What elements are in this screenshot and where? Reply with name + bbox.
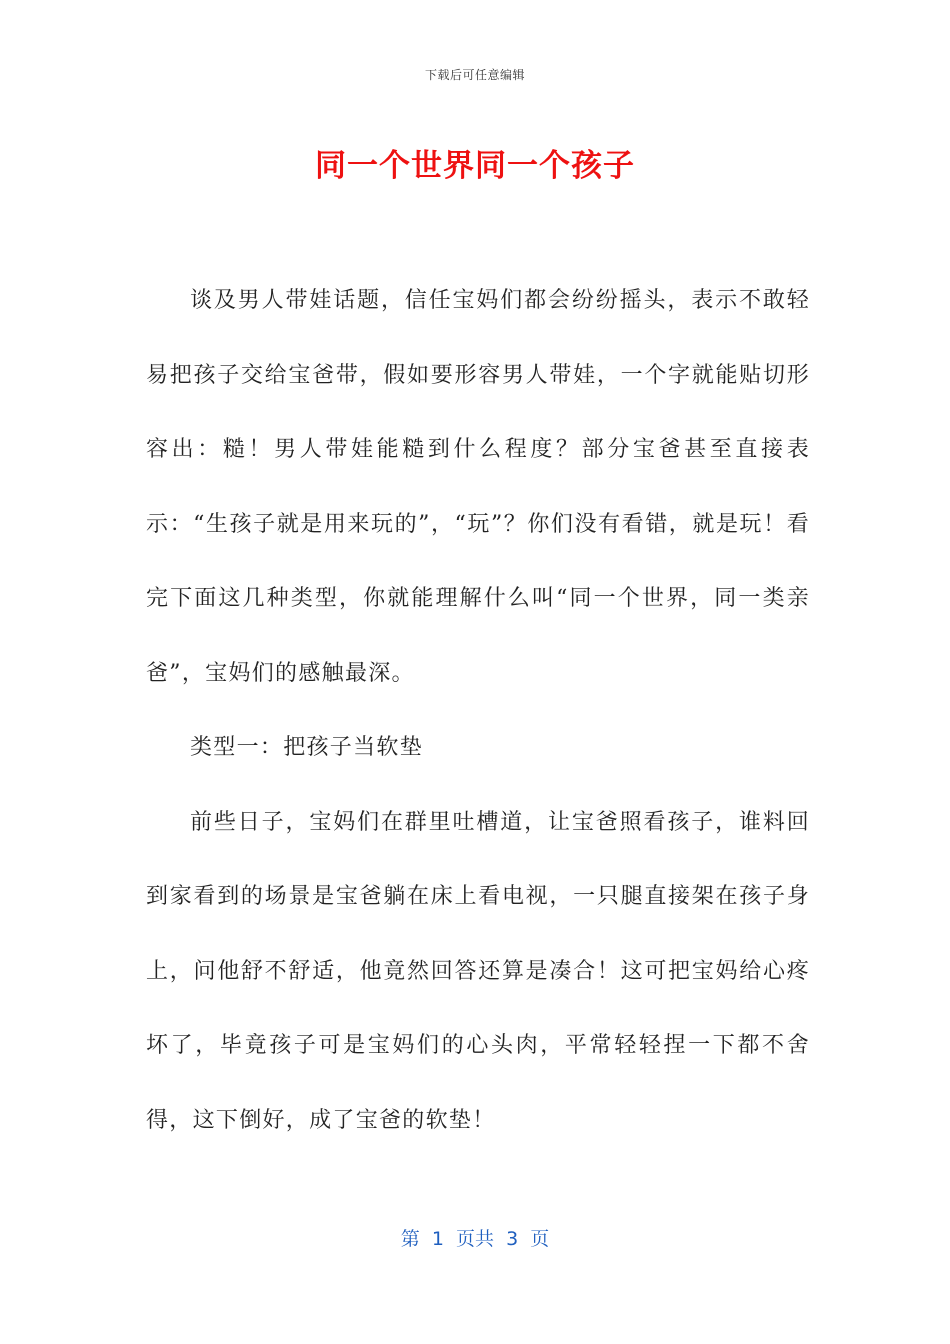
paragraph-type-one-body: 前些日子，宝妈们在群里吐槽道，让宝爸照看孩子，谁料回到家看到的场景是宝爸躺在床上看电视，一只腿直接架在孩子身上，问他舒不舒适，他竟然回答还算是凑合！这可把宝妈给心疼坏了，毕竟孩子可是宝妈们的心头肉，平常轻轻捏一下都不舍得，这下倒好，成了宝爸的软垫！ [146,809,810,1133]
paragraph-type-one-heading: 类型一：把孩子当软垫 [190,735,424,760]
document-title: 同一个世界同一个孩子 [315,148,635,184]
header-note: 下载后可任意编辑 [424,68,525,82]
document-body [146,264,810,1158]
page-number-footer: 第 1 页共 3 页 [400,1228,550,1250]
paragraph-intro: 谈及男人带娃话题，信任宝妈们都会纷纷摇头，表示不敢轻易把孩子交给宝爸带，假如要形容男人带娃，一个字就能贴切形容出：糙！男人带娃能糙到什么程度？部分宝爸甚至直接表示：“生孩子就是用来玩的”，“玩”？你们没有看错，就是玩！看完下面这几种类型，你就能理解什么叫“同一个世界，同一类亲爸”，宝妈们的感触最深。 [146,288,810,686]
